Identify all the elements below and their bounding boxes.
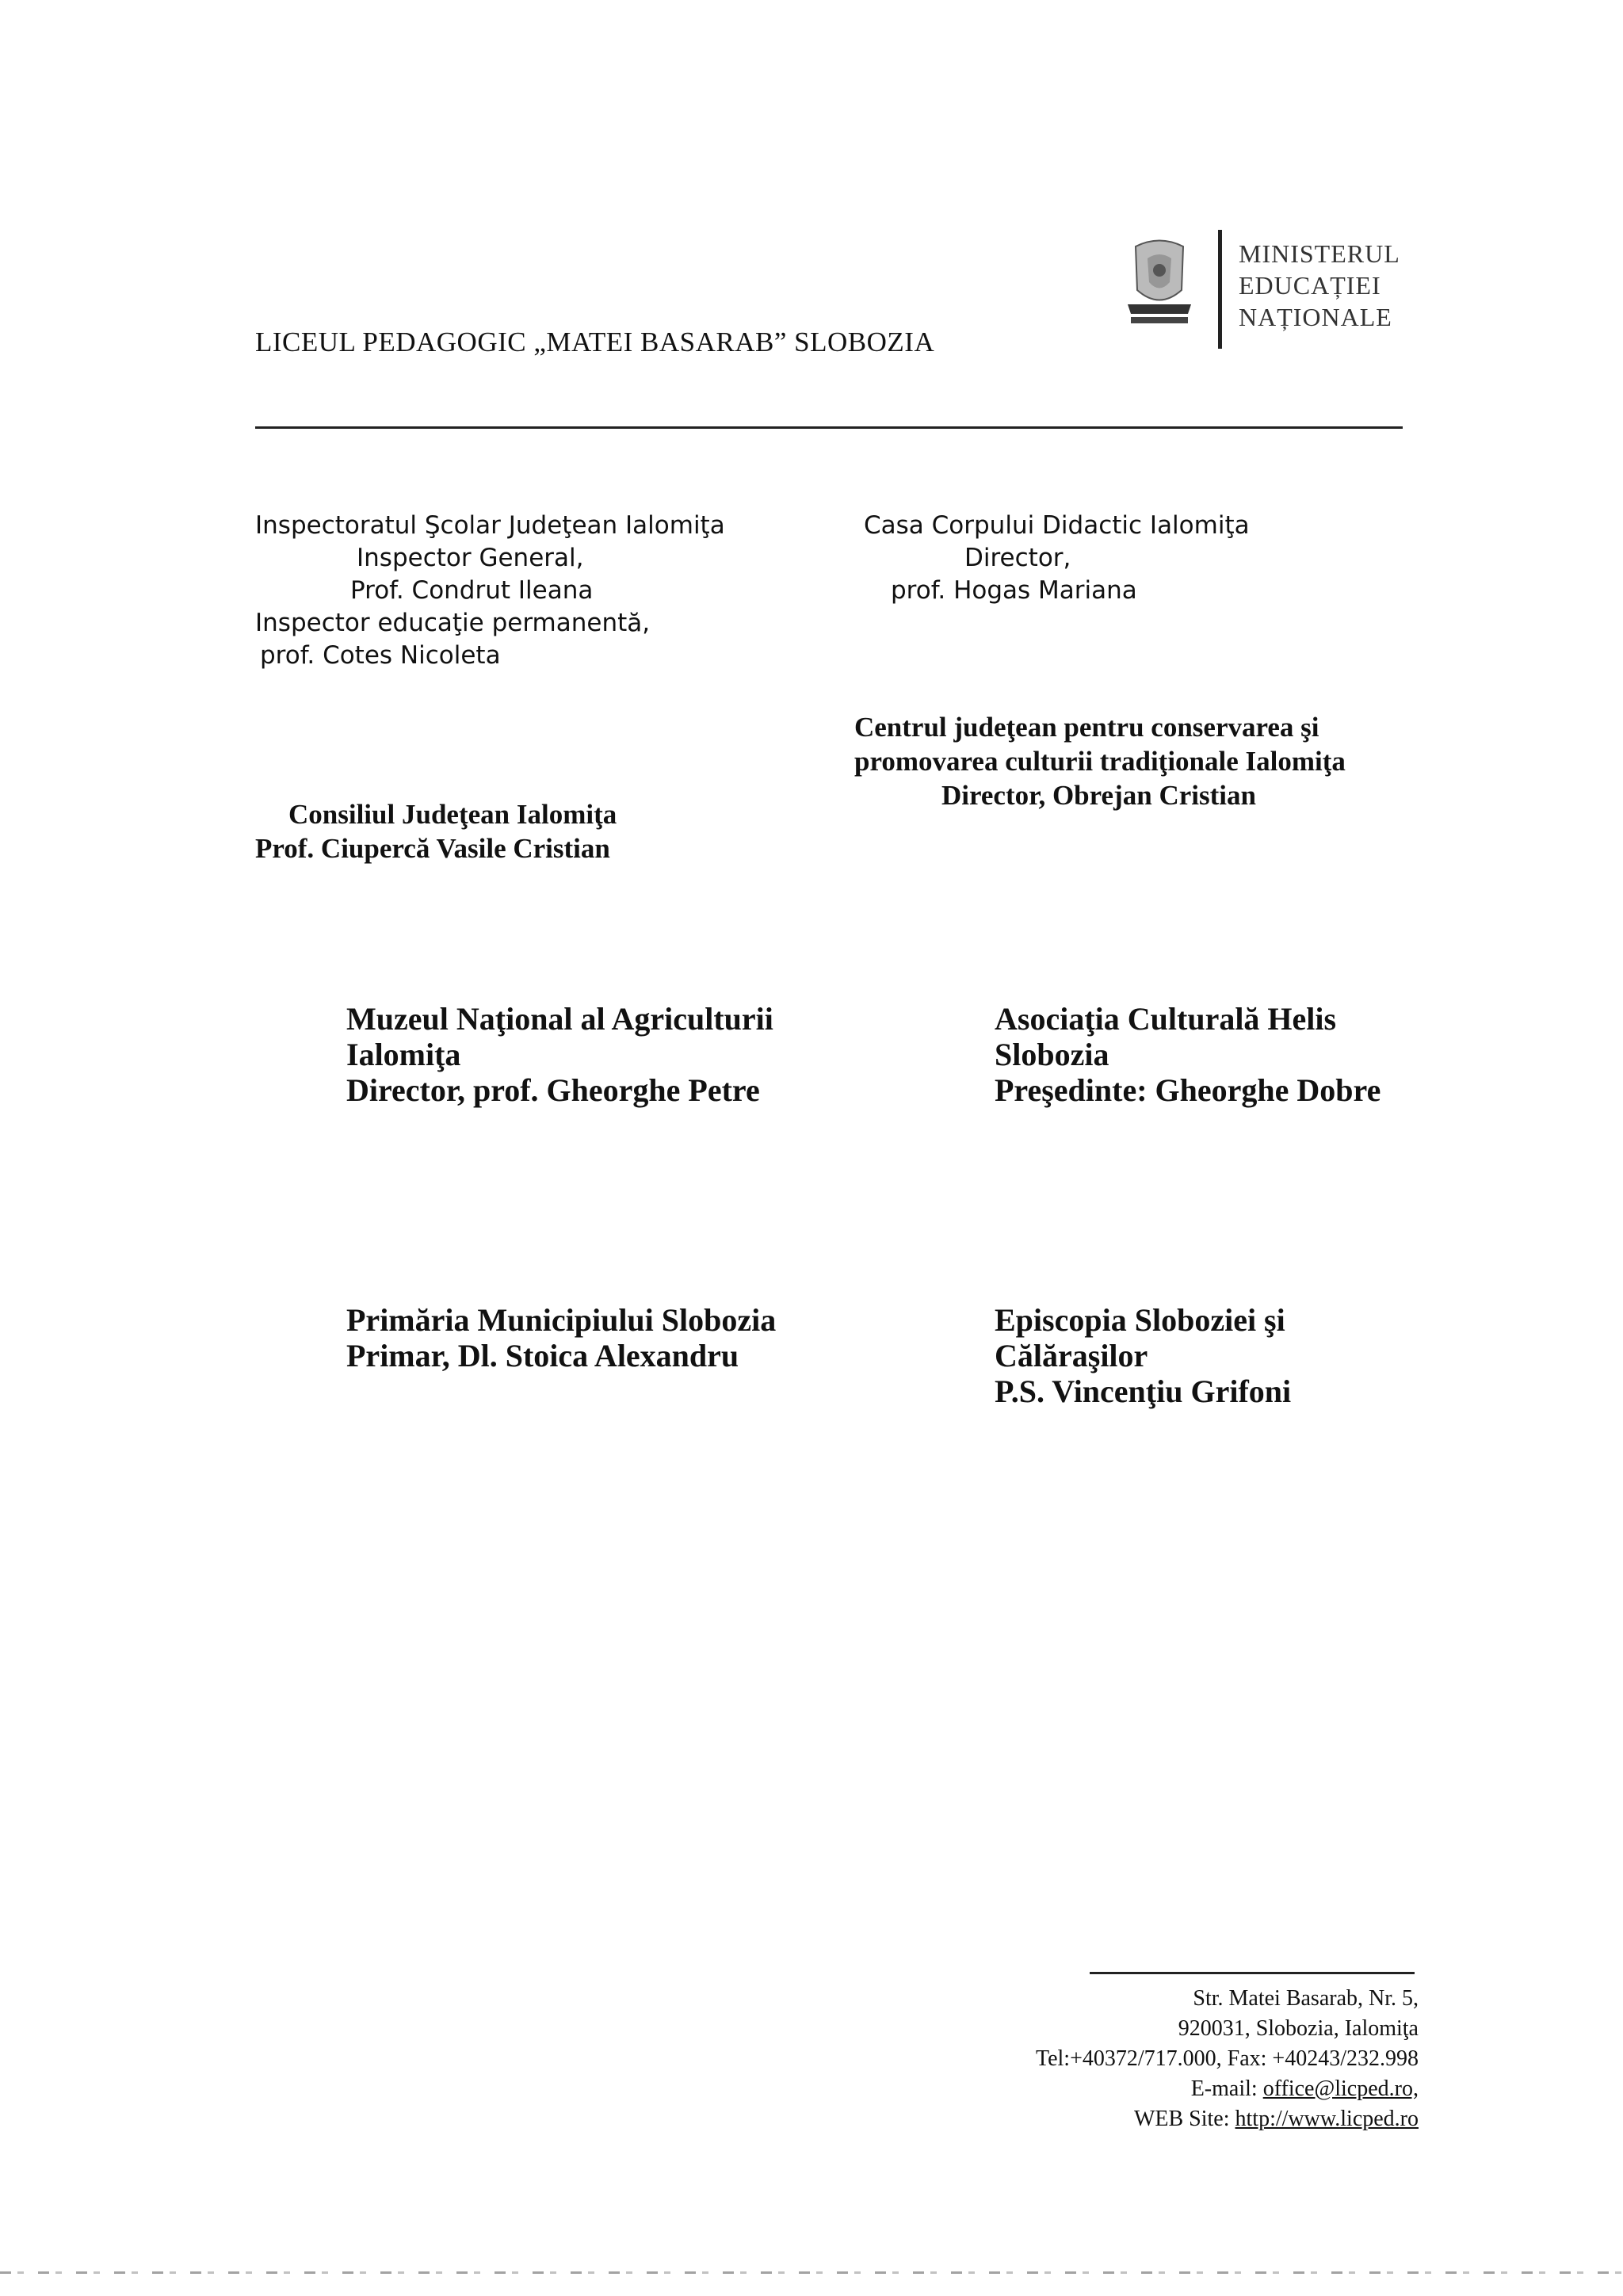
partner-inspectorat-name: Inspectoratul Şcolar Judeţean Ialomiţa — [255, 511, 725, 540]
partner-muzeul-director: Director, prof. Gheorghe Petre — [346, 1072, 760, 1108]
ministry-line-1: MINISTERUL — [1239, 239, 1400, 268]
partner-casa-corpului — [864, 510, 1250, 607]
partner-inspectorat-person: Prof. Condrut Ileana — [350, 576, 594, 605]
partner-episcopia — [995, 1302, 1502, 1409]
partner-asociatia-president: Preşedinte: Gheorghe Dobre — [995, 1072, 1381, 1108]
ministry-line-3: NAȚIONALE — [1239, 303, 1392, 331]
partner-centrul — [854, 710, 1377, 812]
partner-episcopia-bishop: P.S. Vincenţiu Grifoni — [995, 1373, 1292, 1409]
partner-casa-corpului-name: Casa Corpului Didactic Ialomiţa — [864, 511, 1250, 540]
partner-inspectorat — [255, 510, 731, 672]
footer-web-row — [983, 2104, 1419, 2134]
partner-centrul-name-2: promovarea culturii tradiţionale Ialomiţa — [854, 746, 1346, 777]
partner-centrul-director: Director, Obrejan Cristian — [941, 780, 1256, 811]
partner-muzeul — [346, 1001, 854, 1108]
footer-email-row — [983, 2074, 1419, 2104]
footer-rule — [1090, 1972, 1415, 1974]
partner-inspectorat-person-2: prof. Cotes Nicoleta — [260, 641, 501, 670]
footer-city: 920031, Slobozia, Ialomiţa — [1178, 2016, 1419, 2041]
partner-episcopia-name-2: Călăraşilor — [995, 1338, 1148, 1373]
partner-muzeul-name-2: Ialomiţa — [346, 1037, 461, 1072]
partner-primaria-mayor: Primar, Dl. Stoica Alexandru — [346, 1338, 739, 1373]
footer-street: Str. Matei Basarab, Nr. 5, — [1193, 1986, 1419, 2011]
footer-web-link[interactable]: http://www.licped.ro — [1235, 2107, 1419, 2131]
partner-asociatia-name-1: Asociaţia Culturală Helis — [995, 1001, 1337, 1037]
footer-web-label: WEB Site: — [1133, 2107, 1235, 2131]
partner-centrul-name-1: Centrul judeţean pentru conservarea şi — [854, 712, 1319, 743]
footer-email-link[interactable]: office@licped.ro, — [1262, 2076, 1419, 2101]
ministry-crest-logo — [1120, 235, 1199, 330]
partner-primaria — [346, 1302, 854, 1373]
footer-email-label: E-mail: — [1190, 2076, 1263, 2101]
partner-casa-corpului-role: Director, — [964, 544, 1071, 572]
ministry-line-2: EDUCAȚIEI — [1239, 271, 1381, 300]
footer-address — [983, 1984, 1419, 2134]
partner-casa-corpului-person: prof. Hogas Mariana — [891, 576, 1137, 605]
partner-inspectorat-role: Inspector General, — [357, 544, 584, 572]
partner-muzeul-name-1: Muzeul Naţional al Agriculturii — [346, 1001, 773, 1037]
partner-asociatia-name-2: Slobozia — [995, 1037, 1109, 1072]
partner-consiliul — [255, 797, 628, 865]
ministry-divider — [1218, 230, 1222, 349]
footer-phone: Tel:+40372/717.000, Fax: +40243/232.998 — [1035, 2046, 1419, 2071]
partner-episcopia-name-1: Episcopia Sloboziei şi — [995, 1302, 1285, 1338]
partner-primaria-name: Primăria Municipiului Slobozia — [346, 1302, 777, 1338]
header-rule — [255, 426, 1403, 429]
scan-edge-artifact — [0, 2271, 1623, 2274]
ministry-name — [1239, 238, 1400, 333]
school-name: LICEUL PEDAGOGIC „MATEI BASARAB” SLOBOZIA — [255, 327, 935, 357]
partner-inspectorat-role-2: Inspector educaţie permanentă, — [255, 609, 651, 637]
partner-consiliul-person: Prof. Ciupercă Vasile Cristian — [255, 833, 610, 864]
partner-consiliul-name: Consiliul Judeţean Ialomiţa — [288, 799, 617, 830]
partner-asociatia — [995, 1001, 1502, 1108]
